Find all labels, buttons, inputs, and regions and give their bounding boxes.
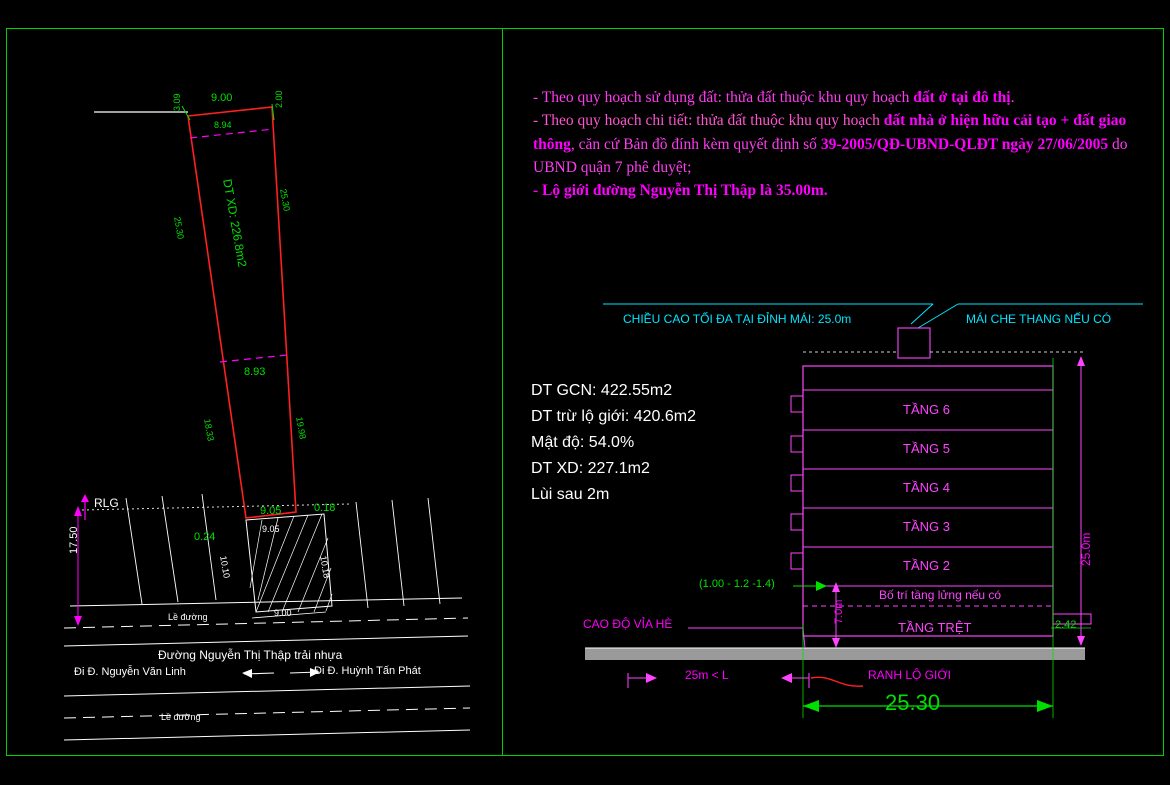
- stat-dt-tru-lo-gioi: DT trừ lộ giới: 420.6m2: [531, 407, 696, 425]
- small-dim-2-42: 2.42: [1055, 619, 1077, 631]
- max-height-note: CHIỀU CAO TỐI ĐA TẠI ĐỈNH MÁI: 25.0m: [623, 312, 852, 326]
- stat-mat-do: Mật độ: 54.0%: [531, 433, 635, 451]
- stat-lui-sau: Lùi sau 2m: [531, 485, 610, 503]
- note-line1-suffix: .: [1010, 89, 1015, 106]
- dim-top-right: 2.00: [274, 90, 284, 108]
- building-section-svg: [503, 28, 1164, 756]
- dim-top-left-diag: 3.09: [172, 93, 182, 111]
- stat-dt-xd: DT XD: 227.1m2: [531, 459, 650, 477]
- offset-note: (1.00 - 1.2 -1.4): [699, 578, 775, 590]
- floor-label-5: TẦNG 5: [903, 441, 950, 456]
- note-line2-prefix: - Theo quy hoạch chi tiết: thửa đất thuộc khu quy hoạch: [533, 112, 884, 130]
- note-line3: - Lộ giới đường Nguyễn Thị Thập là 35.00m.: [533, 182, 828, 199]
- dim-mid-width: 8.93: [244, 366, 266, 378]
- road-width-note: 25m < L: [685, 668, 729, 682]
- dim-bottom-left-small: 0.24: [194, 531, 216, 543]
- mezzanine-note: Bố trí tầng lửng nếu có: [879, 588, 1002, 602]
- note-line2-suffix: do UBND quận 7 phê duyệt;: [533, 135, 1128, 176]
- floor-label-4: TẦNG 4: [903, 480, 950, 495]
- stair-roof-note: MÁI CHE THANG NẾU CÓ: [966, 312, 1112, 326]
- direction-left-label: Đi Đ. Nguyễn Văn Linh: [74, 666, 186, 678]
- note-line1-prefix: - Theo quy hoạch sử dụng đất: thửa đất thuộc khu quy hoạch: [533, 89, 914, 106]
- dim-right-lower: 19.98: [294, 416, 308, 440]
- sidewalk-top-label: Lề đường: [168, 612, 208, 622]
- note-line2-mid: , căn cứ Bản đồ đính kèm quyết định số: [570, 135, 821, 153]
- dim-bottom-width2: 9.05: [262, 524, 280, 534]
- dim-top-width: 9.00: [211, 92, 233, 104]
- sidewalk-bottom-label: Lề đường: [161, 712, 201, 722]
- stat-dt-gcn: DT GCN: 422.55m2: [531, 382, 673, 399]
- direction-right-label: Đi Đ. Huỳnh Tấn Phát: [314, 665, 421, 677]
- dim-road-width: 9.00: [274, 608, 292, 618]
- dim-right-upper: 25.30: [278, 188, 292, 212]
- dim-hatch-left: 10.10: [218, 555, 232, 579]
- plan-area-label: DT XD: 226.8m2: [220, 178, 250, 269]
- note-line1-bold: đất ở tại đô thị: [913, 89, 1011, 106]
- dim-top-inner: 8.94: [214, 120, 232, 130]
- dim-left-upper: 25.30: [172, 216, 186, 240]
- notes-and-section-panel: [503, 28, 1164, 756]
- total-height-dim: 25.0m: [1079, 532, 1093, 566]
- dim-left-offset: 17.50: [68, 526, 80, 554]
- note-line2-bold2: 39-2005/QĐ-UBND-QLĐT ngày 27/06/2005: [820, 135, 1109, 153]
- rlg-label: RLG: [94, 496, 119, 510]
- dim-hatch-right: 10.18: [318, 555, 332, 579]
- span-dimension: 25.30: [885, 690, 941, 715]
- dim-bottom-width: 9.05: [260, 505, 282, 517]
- street-name-label: Đường Nguyễn Thị Thập trải nhựa: [158, 648, 343, 662]
- floor-label-2: TẦNG 2: [903, 558, 950, 573]
- boundary-label: RANH LỘ GIỚI: [868, 668, 951, 682]
- site-plan-panel: [6, 28, 502, 756]
- dim-left-lower: 18.33: [202, 418, 216, 442]
- note-line2-bold: đất nhà ở hiện hữu cải tạo + đất giao thông: [533, 112, 1127, 153]
- sidewalk-level-label: CAO ĐỘ VỈA HÈ: [583, 617, 673, 631]
- ground-floor-label: TẦNG TRỆT: [898, 620, 972, 635]
- ground-height-dim: 7.0m: [833, 599, 845, 624]
- site-plan-svg: [6, 28, 502, 756]
- floor-label-6: TẦNG 6: [903, 402, 950, 417]
- dim-bottom-right-small: 0.18: [314, 502, 336, 514]
- floor-label-3: TẦNG 3: [903, 519, 950, 534]
